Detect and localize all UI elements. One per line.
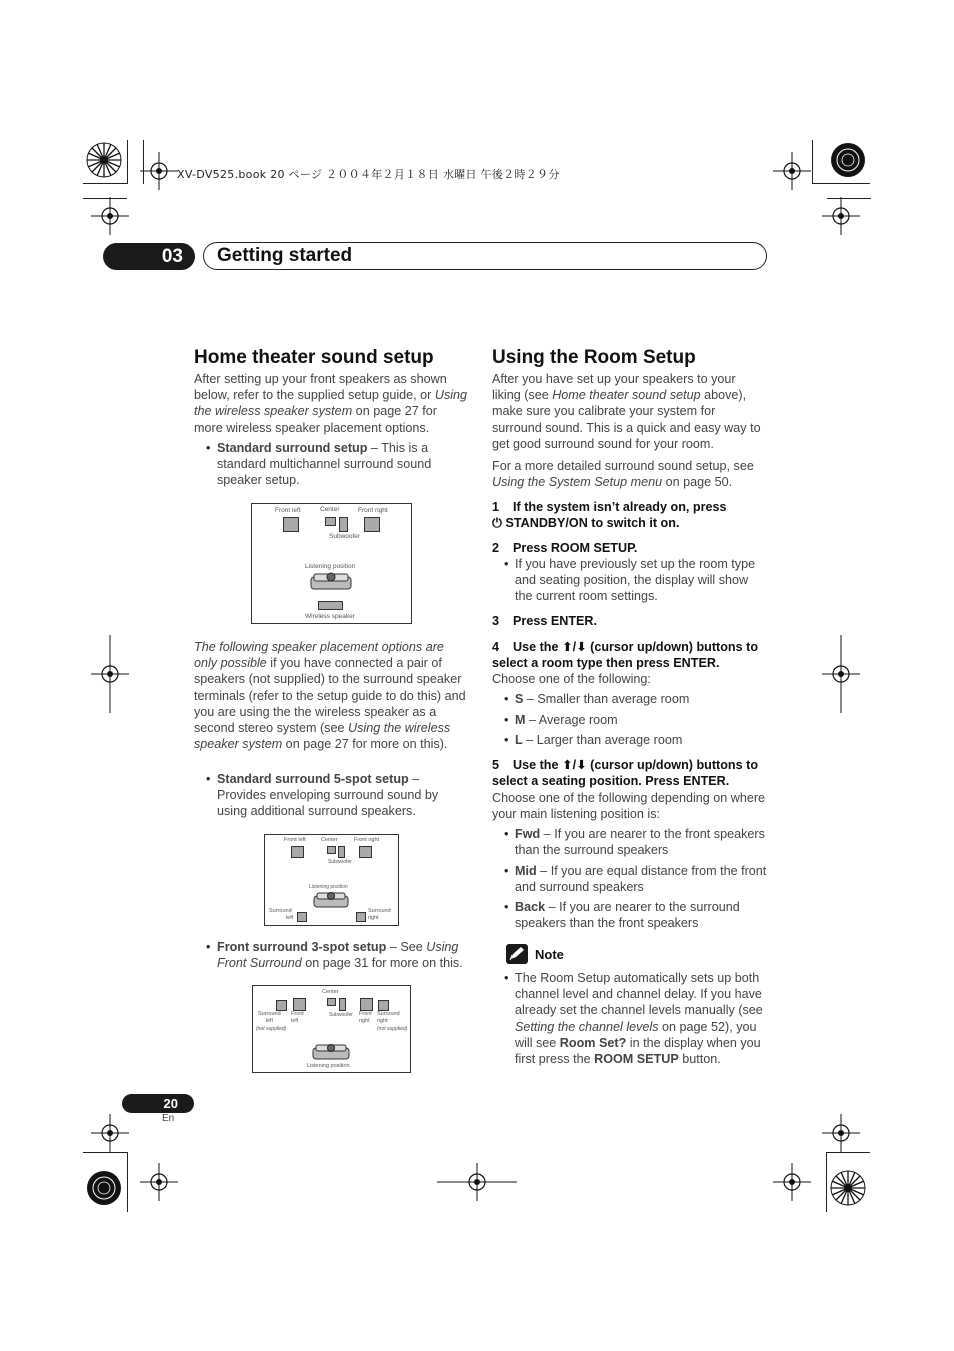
step-2: 2 Press ROOM SETUP.	[492, 541, 638, 555]
speaker-surround-right	[356, 912, 366, 922]
left-intro-paragraph: After setting up your front speakers as shown below, refer to the supplied setup guide, or Using the wireless speaker system on page 27 for more wireless speaker placement options.	[194, 372, 468, 435]
room-type-m: • M – Average room	[504, 713, 618, 727]
crosshair-target-icon	[773, 1163, 811, 1201]
label-front-right: Front right	[358, 507, 388, 514]
right-intro-paragraph: After you have set up your speakers to your liking (see Home theater sound setup above), make sure you calibrate your system for surround sound. This is a quick and easy way to get good surround sound for your room.	[492, 372, 761, 451]
crosshair-target-icon	[822, 197, 860, 235]
note-title: Note	[535, 947, 564, 962]
step-1: 1 If the system isn’t already on, press ⏻ STANDBY/ON to switch it on.	[492, 500, 727, 530]
label-subwoofer: Subwoofer	[329, 1012, 353, 1018]
listening-sofa-icon	[312, 1043, 350, 1061]
label-surround-left: Surround left	[269, 908, 294, 921]
step-3: 3 Press ENTER.	[492, 614, 598, 628]
note-bullet: • The Room Setup automatically sets up both channel level and channel delay. If you have already set the channel levels manually (see Setting the channel levels on page 52), you will see Room Set? in the display when you first press the ROOM SETUP button.	[504, 971, 763, 1067]
listening-sofa-icon	[310, 571, 352, 591]
registration-starburst-icon	[86, 142, 122, 178]
speaker-center	[327, 998, 336, 1006]
chapter-number: 03	[103, 243, 195, 270]
label-listening-position: Listening position	[309, 884, 348, 890]
crosshair-target-icon	[773, 152, 811, 190]
speaker-front-right	[360, 998, 373, 1011]
power-icon: ⏻	[492, 516, 502, 530]
speaker-center	[325, 517, 336, 526]
step-5-choose: Choose one of the following depending on where your main listening position is:	[492, 791, 766, 822]
speaker-front-right	[364, 517, 380, 532]
crosshair-target-icon	[140, 1163, 178, 1201]
diagram-standard-surround	[251, 503, 412, 624]
room-type-l: • L – Larger than average room	[504, 733, 683, 747]
speaker-front-left	[291, 846, 304, 858]
label-center: Center	[322, 989, 339, 995]
label-not-supplied-left: (not supplied)	[256, 1026, 287, 1032]
registration-starburst-icon	[830, 142, 866, 178]
crosshair-target-icon	[91, 1114, 129, 1152]
seating-fwd: • Fwd – If you are nearer to the front speakers than the surround speakers	[504, 827, 765, 858]
step-5: 5 Use the ⬆/⬇ (cursor up/down) buttons to select a seating position. Press ENTER.	[492, 758, 759, 788]
crosshair-target-icon	[822, 635, 860, 713]
label-subwoofer: Subwoofer	[329, 533, 361, 540]
chapter-title: Getting started	[203, 242, 767, 270]
listening-sofa-icon	[313, 891, 349, 909]
crosshair-target-icon	[91, 635, 129, 713]
crosshair-target-icon	[140, 152, 178, 190]
step-4: 4 Use the ⬆/⬇ (cursor up/down) buttons to select a room type then press ENTER.	[492, 640, 759, 670]
speaker-surround-right	[378, 1000, 389, 1011]
speaker-subwoofer	[339, 517, 348, 532]
label-wireless-speaker: Wireless speaker	[305, 613, 355, 620]
label-front-right: Front right	[354, 837, 380, 843]
speaker-surround-left	[276, 1000, 287, 1011]
bullet-3-spot-setup: • Front surround 3-spot setup – See Using Front Surround on page 31 for more on this.	[206, 940, 463, 971]
label-center: Center	[321, 837, 338, 843]
page-language: En	[162, 1113, 175, 1124]
speaker-wireless	[318, 601, 343, 610]
cursor-up-down-icon: ⬆/⬇	[562, 640, 587, 654]
page-number: 20	[122, 1094, 194, 1113]
label-listening-position: Listening position	[307, 1063, 350, 1069]
step-4-choose: Choose one of the following:	[492, 672, 651, 686]
left-placement-paragraph: The following speaker placement options are only possible if you have connected a pair of speakers (not supplied) to the surround speaker terminals (refer to the setup guide to do this) and you are using the the wireless speaker as a second stereo system (see Using the wireless speaker system on page 27 for more on this).	[194, 640, 466, 752]
label-front-right-text: Front right	[359, 1011, 372, 1024]
seating-back: • Back – If you are nearer to the surround speakers than the front speakers	[504, 900, 740, 931]
crosshair-target-icon	[437, 1163, 517, 1201]
speaker-front-left	[283, 517, 299, 532]
bullet-standard-surround: • Standard surround setup – This is a standard multichannel surround sound speaker setup.	[206, 441, 432, 488]
label-surround-right: Surround right	[368, 908, 391, 921]
speaker-center	[327, 846, 336, 854]
label-subwoofer: Subwoofer	[328, 859, 352, 865]
print-meta-line: XV-DV525.book 20 ページ ２００４年２月１８日 水曜日 午後２時２９分	[177, 168, 560, 181]
label-front-left-text: Front left	[291, 1011, 304, 1024]
speaker-front-left	[293, 998, 306, 1011]
diagram-5-spot-setup	[264, 834, 399, 926]
label-surround-left: Surround left	[258, 1011, 281, 1024]
label-not-supplied-right: (not supplied)	[377, 1026, 408, 1032]
label-center: Center	[320, 506, 340, 513]
crosshair-target-icon	[822, 1114, 860, 1152]
speaker-surround-left	[297, 912, 307, 922]
bullet-5-spot-setup: • Standard surround 5-spot setup – Provides enveloping surround sound by using additional surround speakers.	[206, 772, 439, 819]
seating-mid: • Mid – If you are equal distance from the front and surround speakers	[504, 864, 767, 895]
speaker-subwoofer	[339, 998, 346, 1011]
label-front-left: Front left	[275, 507, 301, 514]
registration-starburst-icon	[86, 1170, 122, 1206]
cursor-up-down-icon: ⬆/⬇	[562, 758, 587, 772]
registration-starburst-icon	[830, 1170, 866, 1206]
right-detailed-setup-paragraph: For a more detailed surround sound setup, see Using the System Setup menu on page 50.	[492, 459, 754, 490]
diagram-front-surround-3-spot	[252, 985, 411, 1073]
label-listening-position: Listening position	[305, 563, 356, 570]
section-heading-room-setup: Using the Room Setup	[492, 347, 696, 368]
room-type-s: • S – Smaller than average room	[504, 692, 690, 706]
section-heading-home-theater: Home theater sound setup	[194, 347, 434, 368]
speaker-front-right	[359, 846, 372, 858]
crosshair-target-icon	[91, 197, 129, 235]
note-pencil-icon	[506, 944, 528, 964]
speaker-subwoofer	[338, 846, 345, 858]
step-2-bullet: • If you have previously set up the room type and seating position, the display will show the current room settings.	[504, 557, 756, 604]
label-surround-right: Surround right	[377, 1011, 400, 1024]
label-front-left: Front left	[284, 837, 306, 843]
